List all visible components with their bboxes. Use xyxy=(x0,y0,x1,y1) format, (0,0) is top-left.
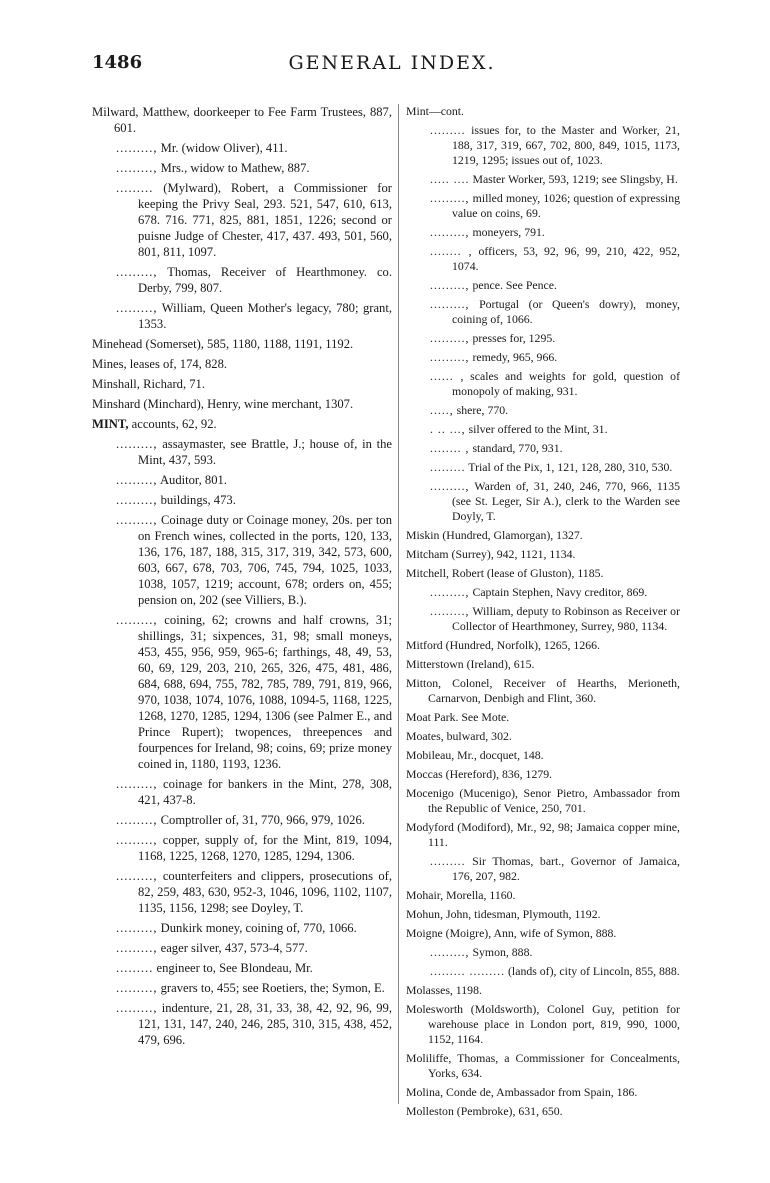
index-entry xyxy=(406,888,680,903)
index-entry xyxy=(406,983,680,998)
entry-text: indenture, 21, 28, 31, 33, 38, 42, 92, 96, 99, 121, 131, 147, 240, 246, 285, 310, 315, 438, 452, 479, 696. xyxy=(138,1001,392,1047)
entry-text: Thomas, Receiver of Hearthmoney. co. Derby, 799, 807. xyxy=(138,265,392,295)
entry-text: Mitford (Hundred, Norfolk), 1265, 1266. xyxy=(406,638,600,652)
index-entry xyxy=(92,868,392,916)
entry-text: Mr. (widow Oliver), 411. xyxy=(157,141,288,155)
index-entry xyxy=(406,172,680,187)
entry-text: buildings, 473. xyxy=(157,493,236,507)
index-entry xyxy=(406,657,680,672)
index-entry xyxy=(92,436,392,468)
entry-leader: ........., xyxy=(430,297,470,311)
entry-text: pence. See Pence. xyxy=(469,278,557,292)
entry-leader: . .. ..., xyxy=(430,422,466,436)
index-entry xyxy=(406,123,680,168)
entry-leader: ........., xyxy=(116,513,158,527)
entry-leader: ......... xyxy=(430,854,466,868)
index-entry xyxy=(92,832,392,864)
index-entry xyxy=(406,1002,680,1047)
entry-text: gravers to, 455; see Roetiers, the; Symon, E. xyxy=(157,981,385,995)
entry-leader: ........., xyxy=(430,191,470,205)
index-entry xyxy=(406,786,680,816)
entry-leader: ........., xyxy=(430,278,470,292)
entry-text: Mohun, John, tidesman, Plymouth, 1192. xyxy=(406,907,601,921)
column-divider xyxy=(398,104,399,1104)
entry-text: Coinage duty or Coinage money, 20s. per ton on French wines, collected in the ports, 120, 133, 136, 176, 187, 188, 315, 317, 319, 342, 573, 600, 603, 667, 678, 703, 706, 745, 794, 1025, 1033, 1038, 1057, 1219; account, 678; orders on, 455; pension on, 202 (see Villiers, B.). xyxy=(138,513,392,607)
entry-text: Molasses, 1198. xyxy=(406,983,482,997)
index-entry xyxy=(406,604,680,634)
index-entry xyxy=(92,356,392,372)
index-entry xyxy=(406,585,680,600)
index-entry xyxy=(92,376,392,392)
entry-text: Dunkirk money, coining of, 770, 1066. xyxy=(157,921,357,935)
entry-text: Modyford (Modiford), Mr., 92, 98; Jamaica copper mine, 111. xyxy=(406,820,680,849)
index-entry xyxy=(92,300,392,332)
entry-text: remedy, 965, 966. xyxy=(469,350,558,364)
entry-leader: ....., xyxy=(430,403,454,417)
index-entry xyxy=(406,547,680,562)
index-entry xyxy=(406,297,680,327)
index-entry xyxy=(92,812,392,828)
entry-leader: ........ , xyxy=(430,244,473,258)
entry-text: William, Queen Mother's legacy, 780; grant, 1353. xyxy=(138,301,392,331)
index-entry xyxy=(92,492,392,508)
entry-leader: ........., xyxy=(116,1001,158,1015)
entry-text: (Mylward), Robert, a Commissioner for keeping the Privy Seal, 293. 521, 547, 610, 613, 678. 716. 771, 825, 881, 1851, 1226; second or puisne Judge of Chester, 417, 437. 493, 501, 560, 801, 811, 1097. xyxy=(138,181,392,259)
entry-text: accounts, 62, 92. xyxy=(128,417,217,431)
entry-text: (lands of), city of Lincoln, 855, 888. xyxy=(505,964,680,978)
index-entry xyxy=(406,191,680,221)
index-entry xyxy=(406,748,680,763)
index-entry xyxy=(406,907,680,922)
index-entry xyxy=(406,1051,680,1081)
entry-text: Moates, bulward, 302. xyxy=(406,729,512,743)
index-entry xyxy=(406,479,680,524)
entry-text: moneyers, 791. xyxy=(469,225,545,239)
entry-leader: ......... xyxy=(116,961,154,975)
index-entry xyxy=(406,1085,680,1100)
entry-leader: ........., xyxy=(116,473,158,487)
entry-text: Mrs., widow to Mathew, 887. xyxy=(157,161,310,175)
entry-heading: MINT, xyxy=(92,417,129,431)
index-entry xyxy=(92,776,392,808)
index-entry xyxy=(92,512,392,608)
index-entry xyxy=(92,980,392,996)
index-entry xyxy=(92,920,392,936)
entry-leader: ........., xyxy=(430,479,470,493)
entry-text: Sir Thomas, bart., Governor of Jamaica, 176, 207, 982. xyxy=(452,854,680,883)
index-entry xyxy=(406,854,680,884)
index-entry xyxy=(406,278,680,293)
entry-leader: ......... xyxy=(116,181,154,195)
index-entry xyxy=(92,612,392,772)
entry-leader: ..... .... xyxy=(430,172,470,186)
entry-leader: ........., xyxy=(430,585,470,599)
entry-leader: ........., xyxy=(116,921,158,935)
entry-text: Portugal (or Queen's dowry), money, coining of, 1066. xyxy=(452,297,680,326)
index-entry xyxy=(406,945,680,960)
index-entry xyxy=(406,422,680,437)
entry-leader: ........., xyxy=(116,265,158,279)
entry-leader: ........ , xyxy=(430,441,470,455)
index-entry xyxy=(92,140,392,156)
entry-text: eager silver, 437, 573-4, 577. xyxy=(157,941,308,955)
entry-text: Symon, 888. xyxy=(469,945,533,959)
entry-text: Mitterstown (Ireland), 615. xyxy=(406,657,535,671)
entry-leader: ........., xyxy=(116,941,158,955)
entry-leader: ........., xyxy=(430,331,470,345)
entry-text: coinage for bankers in the Mint, 278, 308, 421, 437-8. xyxy=(138,777,392,807)
entry-leader: ......... ......... xyxy=(430,964,506,978)
entry-leader: ........., xyxy=(116,141,158,155)
entry-text: counterfeiters and clippers, prosecutions of, 82, 259, 483, 630, 952-3, 1046, 1096, 1102, 1107, 1135, 1156, 1298; see Doyley, T. xyxy=(138,869,392,915)
entry-leader: ........., xyxy=(430,225,470,239)
left-column xyxy=(92,104,392,1052)
index-entry xyxy=(92,180,392,260)
entry-leader: ........., xyxy=(430,945,470,959)
entry-text: William, deputy to Robinson as Receiver or Collector of Hearthmoney, Surrey, 980, 1134. xyxy=(452,604,680,633)
page-header xyxy=(92,52,692,86)
entry-leader: ........., xyxy=(116,813,158,827)
entry-leader: ........., xyxy=(116,161,158,175)
entry-text: , scales and weights for gold, question of monopoly of making, 931. xyxy=(452,369,680,398)
entry-text: Moigne (Moigre), Ann, wife of Symon, 888. xyxy=(406,926,617,940)
index-entry xyxy=(406,964,680,979)
index-entry xyxy=(406,460,680,475)
entry-leader: ........., xyxy=(116,981,158,995)
entry-text: assaymaster, see Brattle, J.; house of, in the Mint, 437, 593. xyxy=(138,437,392,467)
index-entry xyxy=(92,160,392,176)
entry-text: Minshall, Richard, 71. xyxy=(92,377,205,391)
entry-text: Mint—cont. xyxy=(406,104,464,118)
index-entry xyxy=(92,472,392,488)
entry-text: Mohair, Morella, 1160. xyxy=(406,888,516,902)
index-entry xyxy=(92,940,392,956)
index-entry xyxy=(92,104,392,136)
entry-text: Master Worker, 593, 1219; see Slingsby, H. xyxy=(469,172,678,186)
entry-text: Warden of, 31, 240, 246, 770, 966, 1135 (see St. Leger, Sir A.), clerk to the Warden see Doyly, T. xyxy=(452,479,680,523)
entry-text: Molesworth (Moldsworth), Colonel Guy, petition for warehouse place in London port, 819, 990, 1000, 1152, 1164. xyxy=(406,1002,680,1046)
entry-leader: ...... xyxy=(430,369,454,383)
entry-text: Minshard (Minchard), Henry, wine merchant, 1307. xyxy=(92,397,354,411)
entry-leader: ......... xyxy=(430,123,466,137)
entry-leader: ........., xyxy=(116,437,158,451)
entry-text: Milward, Matthew, doorkeeper to Fee Farm Trustees, 887, 601. xyxy=(92,105,392,135)
right-column xyxy=(406,104,680,1123)
index-entry xyxy=(406,729,680,744)
entry-text: Miskin (Hundred, Glamorgan), 1327. xyxy=(406,528,583,542)
index-entry xyxy=(406,403,680,418)
index-entry xyxy=(92,264,392,296)
entry-text: Mitcham (Surrey), 942, 1121, 1134. xyxy=(406,547,576,561)
entry-text: Mobileau, Mr., docquet, 148. xyxy=(406,748,544,762)
index-entry xyxy=(92,396,392,412)
entry-text: Mitton, Colonel, Receiver of Hearths, Merioneth, Carnarvon, Denbigh and Flint, 360. xyxy=(406,676,680,705)
entry-leader: ......... xyxy=(430,460,466,474)
entry-text: Moccas (Hereford), 836, 1279. xyxy=(406,767,553,781)
entry-text: Mocenigo (Mucenigo), Senor Pietro, Ambassador from the Republic of Venice, 250, 701. xyxy=(406,786,680,815)
entry-leader: ........., xyxy=(116,777,158,791)
entry-leader: ........., xyxy=(116,613,158,627)
entry-text: Comptroller of, 31, 770, 966, 979, 1026. xyxy=(157,813,365,827)
index-entry xyxy=(406,638,680,653)
index-entry xyxy=(92,336,392,352)
entry-text: engineer to, See Blondeau, Mr. xyxy=(153,961,313,975)
entry-leader: ........., xyxy=(116,301,158,315)
index-entry xyxy=(406,926,680,941)
index-entry xyxy=(406,676,680,706)
running-head-title: GENERAL INDEX. xyxy=(288,52,496,74)
entry-text: Molina, Conde de, Ambassador from Spain, 186. xyxy=(406,1085,638,1099)
index-entry xyxy=(406,441,680,456)
index-entry xyxy=(406,1104,680,1119)
index-entry xyxy=(406,710,680,725)
page-number: 1486 xyxy=(92,52,143,73)
entry-text: Moliliffe, Thomas, a Commissioner for Concealments, Yorks, 634. xyxy=(406,1051,680,1080)
entry-text: standard, 770, 931. xyxy=(469,441,563,455)
entry-text: Captain Stephen, Navy creditor, 869. xyxy=(469,585,648,599)
entry-text: Minehead (Somerset), 585, 1180, 1188, 1191, 1192. xyxy=(92,337,354,351)
entry-text: milled money, 1026; question of expressing value on coins, 69. xyxy=(452,191,680,220)
index-entry xyxy=(406,820,680,850)
entry-text: Mitchell, Robert (lease of Gluston), 1185. xyxy=(406,566,604,580)
index-entry xyxy=(406,244,680,274)
entry-leader: ........., xyxy=(116,833,158,847)
index-entry xyxy=(406,767,680,782)
entry-leader: ........., xyxy=(116,869,158,883)
index-entry xyxy=(406,350,680,365)
index-entry xyxy=(92,960,392,976)
index-entry xyxy=(92,1000,392,1048)
entry-text: Trial of the Pix, 1, 121, 128, 280, 310, 530. xyxy=(465,460,673,474)
entry-leader: ........., xyxy=(116,493,158,507)
index-entry xyxy=(406,369,680,399)
index-entry xyxy=(406,528,680,543)
entry-text: Auditor, 801. xyxy=(157,473,227,487)
index-entry xyxy=(92,416,392,432)
index-entry xyxy=(406,225,680,240)
entry-text: Mines, leases of, 174, 828. xyxy=(92,357,228,371)
index-entry xyxy=(406,566,680,581)
entry-text: officers, 53, 92, 96, 99, 210, 422, 952, 1074. xyxy=(452,244,680,273)
entry-text: issues for, to the Master and Worker, 21, 188, 317, 319, 667, 702, 800, 849, 1015, 1173, 1219, 1295; issues out of, 1023. xyxy=(452,123,680,167)
entry-leader: ........., xyxy=(430,604,470,618)
index-entry xyxy=(406,331,680,346)
entry-text: Molleston (Pembroke), 631, 650. xyxy=(406,1104,563,1118)
index-entry xyxy=(406,104,680,119)
entry-text: Moat Park. See Mote. xyxy=(406,710,510,724)
entry-text: silver offered to the Mint, 31. xyxy=(465,422,608,436)
entry-text: presses for, 1295. xyxy=(469,331,556,345)
entry-leader: ........., xyxy=(430,350,470,364)
entry-text: copper, supply of, for the Mint, 819, 1094, 1168, 1225, 1268, 1270, 1285, 1294, 1306. xyxy=(138,833,392,863)
entry-text: shere, 770. xyxy=(453,403,509,417)
entry-text: coining, 62; crowns and half crowns, 31; shillings, 31; sixpences, 31, 98; small moneys, 453, 455, 956, 959, 965-6; farthings, 48, 49, 53, 60, 69, 129, 203, 210, 265, 326, 475, 481, 486, 684, 688, 694, 755, 782, 785, 789, 791, 819, 966, 970, 1038, 1074, 1076, 1088, 1094-5, 1168, 1225, 1268, 1270, 1285, 1294, 1306 (see Palmer E., and Prince Rupert); twopences, threepences and fourpences for Ireland, 98; coins, 69; prize money coined in, 1180, 1193, 1236. xyxy=(138,613,392,771)
